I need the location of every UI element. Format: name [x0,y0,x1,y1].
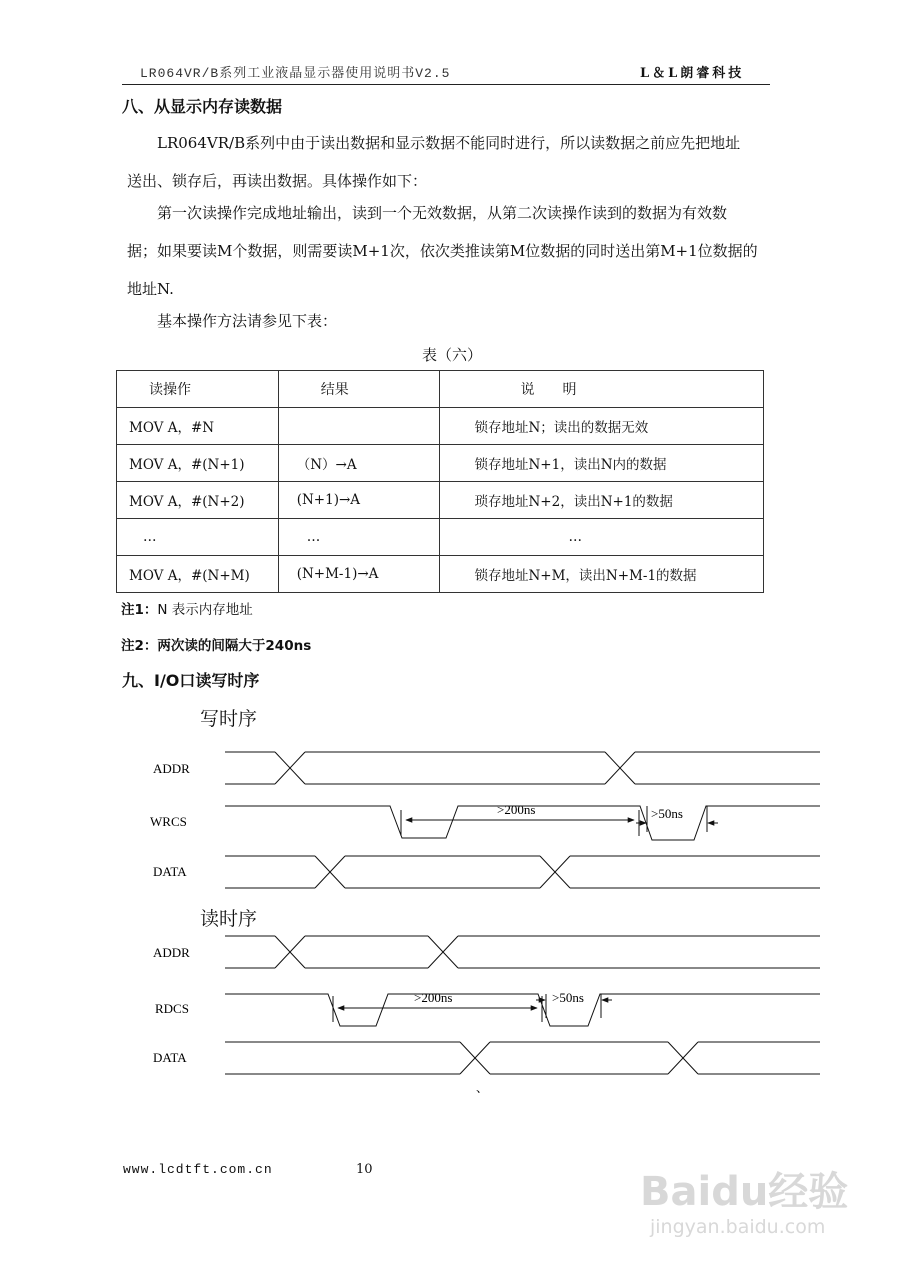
table-header-cell: 说 明 [440,371,764,408]
write-signal-label-addr: ADDR [153,761,190,776]
header-company-name: L＆L朗睿科技 [640,66,745,81]
write-pulse-label: >50ns [651,806,683,821]
read-data-waveform [225,1042,820,1074]
read-pulse-label: >50ns [552,990,584,1005]
table-cell: … [117,519,279,556]
table-header-cell: 结果 [278,371,440,408]
para2-line3: 地址N. [127,280,174,298]
table-cell: MOV A，#(N+1) [117,445,279,482]
table-cell: MOV A，#(N+M) [117,556,279,593]
table-cell: MOV A，#(N+2) [117,482,279,519]
table-cell: 琐存地址N+2，读出N+1的数据 [440,482,764,519]
write-addr-waveform [225,752,820,784]
para1-line2: 送出、锁存后，再读出数据。具体操作如下： [127,172,428,190]
para3-text: 基本操作方法请参见下表： [157,312,338,330]
para2-line2: 据；如果要读M个数据，则需要读M+1次，依次类推读第M位数据的同时送出第M+1位数据的 [127,242,758,260]
table-cell: (N+1)→A [278,482,440,519]
table-cell: … [278,519,440,556]
table-cell: 锁存地址N+M，读出N+M-1的数据 [440,556,764,593]
read-signal-label-data: DATA [153,1050,187,1065]
write-timing-subtitle: 写时序 [200,708,258,730]
write-interval-label: >200ns [497,802,536,817]
stray-mark: 、 [476,1081,489,1095]
read-addr-waveform [225,936,820,968]
footer-page-number: 10 [356,1162,373,1177]
watermark-main: Baidu经验 [640,1169,849,1215]
table-cell: MOV A，#N [117,408,279,445]
read-rdcs-waveform [225,994,820,1026]
note-2-label: 注2： [121,638,158,654]
section-8-title: 八、从显示内存读数据 [122,97,283,116]
table-cell: 锁存地址N；读出的数据无效 [440,408,764,445]
para2-line1: 第一次读操作完成地址输出，读到一个无效数据，从第二次读操作读到的数据为有效数 [157,204,728,222]
watermark-sub: jingyan.baidu.com [650,1216,826,1238]
note-1-label: 注1： [121,602,158,618]
table-caption: 表（六） [421,346,482,364]
read-signal-label-rdcs: RDCS [155,1001,189,1016]
note-1-text: N 表示内存地址 [157,602,253,618]
para1-line1: LR064VR/B系列中由于读出数据和显示数据不能同时进行，所以读数据之前应先把地址 [157,134,741,152]
table-header-cell: 读操作 [117,371,279,408]
header-document-title: LR064VR/B系列工业液晶显示器使用说明书V2.5 [140,66,451,81]
read-interval-label: >200ns [414,990,453,1005]
table-cell: 锁存地址N+1，读出N内的数据 [440,445,764,482]
read-timing-subtitle: 读时序 [200,908,258,930]
baidu-watermark [640,1160,849,1238]
table-cell: (N+M-1)→A [278,556,440,593]
write-signal-label-wrcs: WRCS [150,814,187,829]
section-9-title: 九、I/O口读写时序 [122,671,260,690]
read-signal-label-addr: ADDR [153,945,190,960]
note-2-text: 两次读的间隔大于240ns [157,638,312,654]
write-data-waveform [225,856,820,888]
table-cell: … [440,519,764,556]
table-cell: （N）→A [278,445,440,482]
write-signal-label-data: DATA [153,864,187,879]
footer-url: www.lcdtft.com.cn [123,1162,273,1177]
